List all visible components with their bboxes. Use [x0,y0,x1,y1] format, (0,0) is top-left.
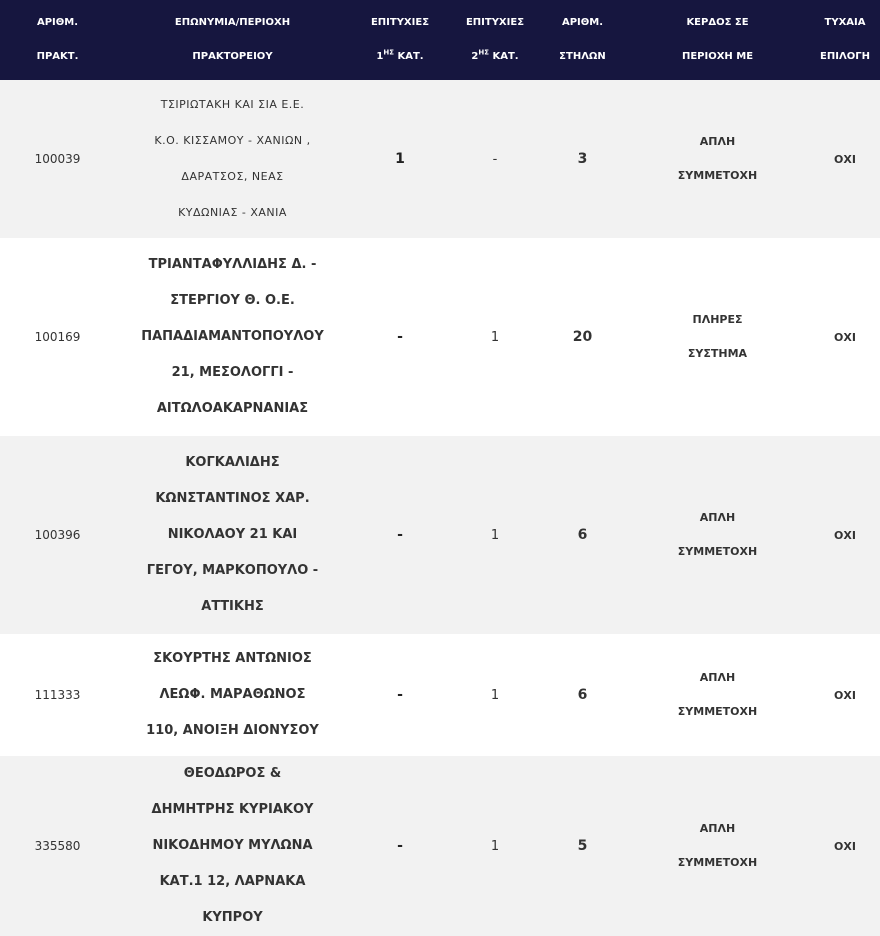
columns-count: 20 [572,329,593,345]
header-wins-second-category: ΕΠΙΤΥΧΙΕΣ $2^{H\Sigma}$ ΚΑΤ. [465,17,525,62]
random-pick: ΟΧΙ [834,152,856,166]
table-row [0,80,880,238]
table-row [0,756,880,936]
agency-name: ΤΡΙΑΝΤΑΦΥΛΛΙΔΗΣ Δ. - ΣΤΕΡΓΙΟΥ Θ. Ο.Ε. ΠΑΠΑΔΙΑΜΑΝΤΟΠΟΥΛΟΥ 21, ΜΕΣΟΛΟΓΓΙ - ΑΙΤΩΛΟΑΚΑΡΝΑΝΙΑΣ [141,257,324,416]
header-columns-count: ΑΡΙΘΜ. ΣΤΗΛΩΝ [559,17,606,62]
random-pick: ΟΧΙ [834,839,856,853]
agency-number: 100396 [34,528,81,542]
agency-number: 100039 [34,152,81,166]
columns-count: 6 [577,687,588,703]
agency-name: ΤΣΙΡΙΩΤΑΚΗ ΚΑΙ ΣΙΑ Ε.Ε. Κ.Ο. ΚΙΣΣΑΜΟΥ - ΧΑΝΙΩΝ , ΔΑΡΑΤΣΟΣ, ΝΕΑΣ ΚΥΔΩΝΙΑΣ - ΧΑΝΙΑ [154,98,311,219]
gain-area: ΑΠΛΗ ΣΥΜΜΕΤΟΧΗ [677,511,758,558]
wins-first-category: - [397,527,403,543]
header-wins-first-category: ΕΠΙΤΥΧΙΕΣ $1^{H\Sigma}$ ΚΑΤ. [370,17,430,62]
wins-first-category: - [397,838,403,854]
agency-name: ΚΟΓΚΑΛΙΔΗΣ ΚΩΝΣΤΑΝΤΙΝΟΣ ΧΑΡ. ΝΙΚΟΛΑΟΥ 21 ΚΑΙ ΓΕΓΟΥ, ΜΑΡΚΟΠΟΥΛΟ - ΑΤΤΙΚΗΣ [146,455,319,614]
wins-second-category: 1 [490,527,500,543]
header-gain-area: ΚΕΡΔΟΣ ΣΕ ΠΕΡΙΟΧΗ ΜΕ [681,17,754,62]
table-body [0,80,880,936]
wins-second-category: - [492,151,498,167]
wins-first-category: 1 [395,151,405,167]
random-pick: ΟΧΙ [834,688,856,702]
agency-number: 335580 [34,839,81,853]
header-agency-name: ΕΠΩΝΥΜΙΑ/ΠΕΡΙΟΧΗ ΠΡΑΚΤΟΡΕΙΟΥ [174,17,291,62]
table-header [0,0,880,80]
wins-second-category: 1 [490,687,500,703]
gain-area: ΑΠΛΗ ΣΥΜΜΕΤΟΧΗ [677,822,758,869]
agency-number: 111333 [34,688,81,702]
table-row [0,436,880,634]
wins-second-category: 1 [490,329,500,345]
wins-first-category: - [397,329,403,345]
wins-second-category: 1 [490,838,500,854]
header-random-pick: ΤΥΧΑΙΑ ΕΠΙΛΟΓΗ [820,17,870,62]
table-row [0,634,880,756]
wins-first-category: - [397,687,403,703]
columns-count: 3 [577,151,588,167]
gain-area: ΑΠΛΗ ΣΥΜΜΕΤΟΧΗ [677,135,758,182]
table-row [0,238,880,436]
agency-name: ΘΕΟΔΩΡΟΣ & ΔΗΜΗΤΡΗΣ ΚΥΡΙΑΚΟΥ ΝΙΚΟΔΗΜΟΥ ΜΥΛΩΝΑ ΚΑΤ.1 12, ΛΑΡΝΑΚΑ ΚΥΠΡΟΥ [151,766,314,925]
gain-area: ΠΛΗΡΕΣ ΣΥΣΤΗΜΑ [687,313,748,360]
random-pick: ΟΧΙ [834,330,856,344]
columns-count: 5 [577,838,588,854]
columns-count: 6 [577,527,588,543]
header-agency-number: ΑΡΙΘΜ. ΠΡΑΚΤ. [36,17,79,62]
random-pick: ΟΧΙ [834,528,856,542]
agency-name: ΣΚΟΥΡΤΗΣ ΑΝΤΩΝΙΟΣ ΛΕΩΦ. ΜΑΡΑΘΩΝΟΣ 110, ΑΝΟΙΞΗ ΔΙΟΝΥΣΟΥ [146,651,319,738]
header-row [0,0,880,80]
agency-number: 100169 [34,330,81,344]
gain-area: ΑΠΛΗ ΣΥΜΜΕΤΟΧΗ [677,671,758,718]
